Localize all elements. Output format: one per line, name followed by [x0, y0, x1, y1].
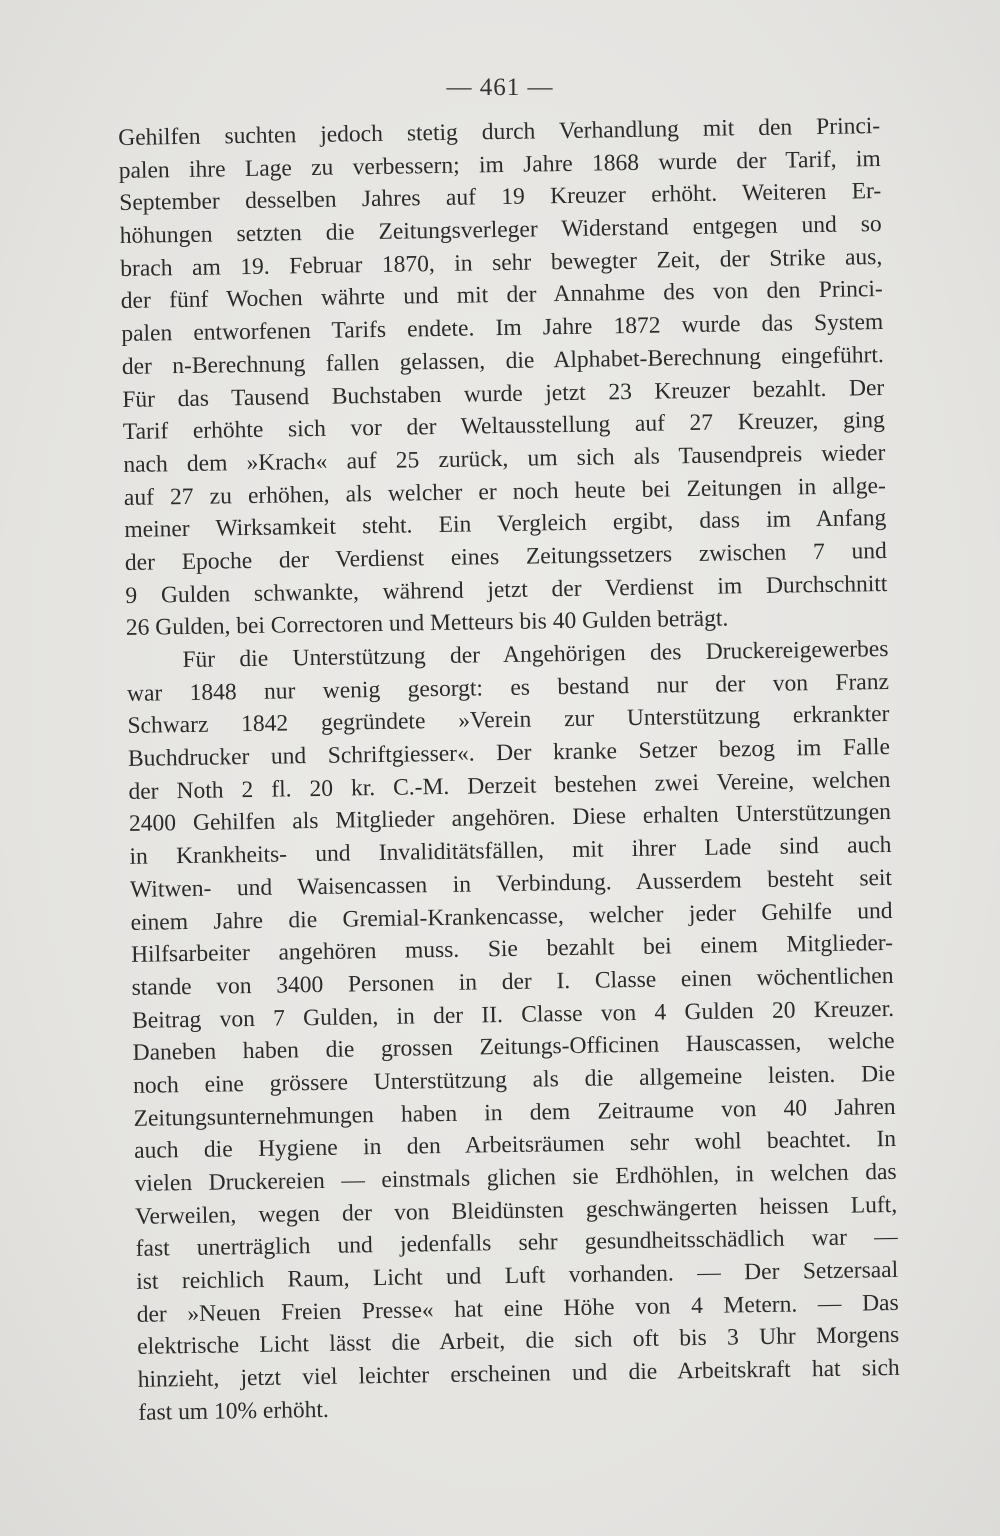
text-line: Tarif erhöhte sich vor der Weltausstellung auf 27 Kreuzer, ging: [122, 407, 885, 446]
page-number: — 461 —: [446, 74, 554, 101]
text-line: Witwen- und Waisencassen in Verbindung. Ausserdem besteht seit: [129, 864, 893, 903]
text-line: Hilfsarbeiter angehören muss. Sie bezahlt bei einem Mitglieder-: [130, 930, 894, 969]
text-line: Beitrag von 7 Gulden, in der II. Classe von 4 Gulden 20 Kreuzer.: [131, 995, 895, 1034]
text-line: 9 Gulden schwankte, während jetzt der Verdienst im Durchschnitt: [125, 570, 888, 609]
text-line: Gehilfen suchten jedoch stetig durch Verhandlung mit den Princi-: [118, 113, 881, 151]
text-line: stande von 3400 Personen in der I. Classe einen wöchentlichen: [131, 962, 894, 1001]
text-line: der fünf Wochen währte und mit der Annahme des von den Princi-: [120, 276, 883, 315]
text-line: einem Jahre die Gremial-Krankencasse, welcher jeder Gehilfe und: [130, 897, 893, 936]
text-line: Für das Tausend Buchstaben wurde jetzt 23 Kreuzer bezahlt. Der: [122, 374, 885, 413]
text-line: der Noth 2 fl. 20 kr. C.-M. Derzeit bestehen zwei Vereine, welchen: [128, 766, 891, 805]
text-line: Daneben haben die grossen Zeitungs-Officinen Hauscassen, welche: [132, 1028, 895, 1067]
text-line: 26 Gulden, bei Correctoren und Metteurs bis 40 Gulden beträgt.: [125, 605, 729, 642]
text-line: September desselben Jahres auf 19 Kreuzer erhöht. Weiteren Er-: [119, 178, 882, 217]
text-line: 2400 Gehilfen als Mitglieder angehören. Diese erhalten Unterstützungen: [128, 799, 892, 838]
text-line: in Krankheits- und Invaliditätsfällen, mit ihrer Lade sind auch: [129, 832, 892, 871]
text-line: vielen Druckereien — einstmals glichen sie Erdhöhlen, in welchen das: [134, 1158, 897, 1197]
text-line: hinzieht, jetzt viel leichter erscheinen und die Arbeitskraft hat sich: [137, 1355, 900, 1393]
text-line: nach dem »Krach« auf 25 zurück, um sich als Tausendpreis wieder: [123, 439, 886, 478]
text-line: der »Neuen Freien Presse« hat eine Höhe von 4 Metern. — Das: [136, 1289, 899, 1328]
text-line: meiner Wirksamkeit steht. Ein Vergleich ergibt, dass im Anfang: [124, 505, 887, 544]
text-line: palen ihre Lage zu verbessern; im Jahre 1868 wurde der Tarif, im: [118, 145, 881, 184]
text-line: Zeitungsunternehmungen haben in dem Zeitraume von 40 Jahren: [133, 1093, 896, 1132]
text-line: der n-Berechnung fallen gelassen, die Alphabet-Berechnung eingeführt.: [121, 341, 884, 380]
text-line: Verweilen, wegen der von Bleidünsten geschwängerten heissen Luft,: [134, 1191, 898, 1230]
text-line: Schwarz 1842 gegründete »Verein zur Unterstützung erkrankter: [127, 701, 890, 740]
text-line: auf 27 zu erhöhen, als welcher er noch heute bei Zeitungen in allge-: [123, 472, 887, 511]
text-line: brach am 19. Februar 1870, in sehr bewegter Zeit, der Strike aus,: [120, 243, 883, 282]
body-text: [118, 110, 900, 1429]
text-line: noch eine grössere Unterstützung als die allgemeine leisten. Die: [132, 1060, 896, 1099]
text-line: Buchdrucker und Schriftgiesser«. Der kranke Setzer bezog im Falle: [127, 734, 891, 772]
text-line: höhungen setzten die Zeitungsverleger Widerstand entgegen und so: [119, 211, 882, 250]
text-line: war 1848 nur wenig gesorgt: es bestand nur der von Franz: [126, 668, 890, 707]
text-line: auch die Hygiene in den Arbeitsräumen sehr wohl beachtet. In: [133, 1126, 897, 1165]
text-line: fast um 10% erhöht.: [138, 1396, 330, 1426]
text-line: der Epoche der Verdienst eines Zeitungssetzers zwischen 7 und: [124, 537, 888, 576]
text-line: ist reichlich Raum, Licht und Luft vorhanden. — Der Setzersaal: [136, 1256, 899, 1295]
text-line: elektrische Licht lässt die Arbeit, die sich oft bis 3 Uhr Morgens: [137, 1322, 900, 1361]
text-line: palen entworfenen Tarifs endete. Im Jahre 1872 wurde das System: [121, 309, 884, 348]
text-line: fast unerträglich und jedenfalls sehr gesundheitsschädlich war —: [135, 1224, 898, 1263]
paragraph-start-line: Für die Unterstützung der Angehörigen des Druckereigewerbes: [182, 635, 889, 674]
